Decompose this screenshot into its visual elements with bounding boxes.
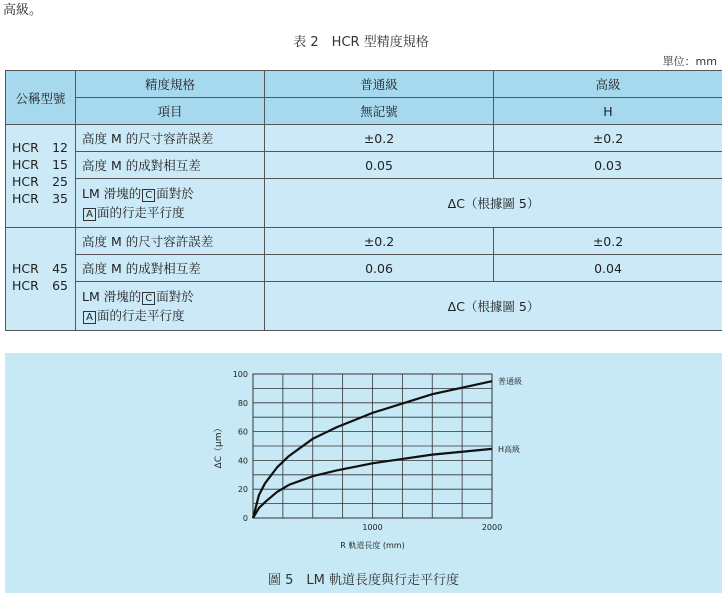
parallel-text: LM 滑塊的	[82, 186, 142, 201]
chart	[5, 353, 722, 565]
parallel-text: 面對於	[156, 186, 194, 201]
y-tick-label: 80	[237, 398, 248, 408]
model-size: 35	[52, 191, 68, 206]
boxed-c-symbol: C	[142, 189, 155, 202]
y-tick-label: 100	[232, 370, 248, 379]
parallel-text: LM 滑塊的	[82, 289, 142, 304]
parallel-line-2	[82, 306, 264, 325]
unit-label: 單位：mm	[662, 55, 717, 68]
series-label: 普通級	[498, 377, 522, 387]
item-cell: 高度 M 的尺寸容許誤差	[76, 228, 265, 255]
item-cell-parallelism	[76, 179, 265, 228]
model-series: HCR	[12, 261, 39, 276]
item-cell-parallelism	[76, 282, 265, 331]
boxed-a-symbol: A	[83, 311, 96, 324]
parallel-line-1	[82, 184, 264, 203]
model-line	[12, 277, 68, 294]
y-tick-label: 0	[242, 514, 248, 523]
series-label: H高級	[498, 444, 521, 454]
item-cell: 高度 M 的尺寸容許誤差	[76, 125, 265, 152]
top-text: 高級。	[3, 3, 43, 18]
model-size: 25	[52, 174, 68, 189]
value-normal: 0.05	[265, 152, 494, 179]
model-line	[12, 190, 68, 207]
model-size: 65	[52, 278, 68, 293]
spec-table	[5, 70, 722, 331]
boxed-c-symbol: C	[142, 292, 155, 305]
value-high: 0.04	[494, 255, 722, 282]
item-cell: 高度 M 的成對相互差	[76, 152, 265, 179]
model-cell-group2	[6, 228, 76, 331]
model-series: HCR	[12, 140, 39, 155]
parallel-text: 面的行走平行度	[97, 205, 185, 220]
value-normal: 0.06	[265, 255, 494, 282]
x-tick-label: 1000	[362, 523, 383, 532]
model-line	[12, 156, 68, 173]
parallel-line-2	[82, 203, 264, 222]
parallel-text: 面的行走平行度	[97, 308, 185, 323]
model-line	[12, 139, 68, 156]
y-tick-label: 20	[237, 485, 248, 495]
value-high: ±0.2	[494, 125, 722, 152]
header-spec: 精度規格	[76, 71, 265, 98]
model-series: HCR	[12, 278, 39, 293]
chart-panel	[5, 353, 722, 593]
header-symbol-high: H	[494, 98, 722, 125]
value-high: ±0.2	[494, 228, 722, 255]
model-series: HCR	[12, 157, 39, 172]
value-high: 0.03	[494, 152, 722, 179]
model-size: 45	[52, 261, 68, 276]
header-grade-high: 高級	[494, 71, 722, 98]
model-size: 15	[52, 157, 68, 172]
value-normal: ±0.2	[265, 125, 494, 152]
parallelism-value: ΔC（根據圖 5）	[265, 179, 722, 228]
item-cell: 高度 M 的成對相互差	[76, 255, 265, 282]
model-size: 12	[52, 140, 68, 155]
parallelism-value: ΔC（根據圖 5）	[265, 282, 722, 331]
model-line	[12, 260, 68, 277]
model-series: HCR	[12, 174, 39, 189]
x-axis-label: R 軌道長度 (mm)	[340, 541, 405, 550]
y-tick-label: 60	[237, 427, 248, 437]
model-line	[12, 173, 68, 190]
parallel-text: 面對於	[156, 289, 194, 304]
y-axis-label: ΔC（μm）	[214, 423, 224, 469]
chart-caption: 圖 5 LM 軌道長度與行走平行度	[268, 573, 459, 588]
x-tick-label: 2000	[481, 523, 503, 532]
table-caption: 表 2 HCR 型精度規格	[293, 35, 429, 50]
value-normal: ±0.2	[265, 228, 494, 255]
model-series: HCR	[12, 191, 39, 206]
parallel-line-1	[82, 287, 264, 306]
header-symbol-normal: 無記號	[265, 98, 494, 125]
model-cell-group1	[6, 125, 76, 228]
header-grade-normal: 普通級	[265, 71, 494, 98]
y-tick-label: 40	[237, 456, 248, 466]
boxed-a-symbol: A	[83, 208, 96, 221]
header-item: 項目	[76, 98, 265, 125]
header-model: 公稱型號	[6, 71, 76, 125]
